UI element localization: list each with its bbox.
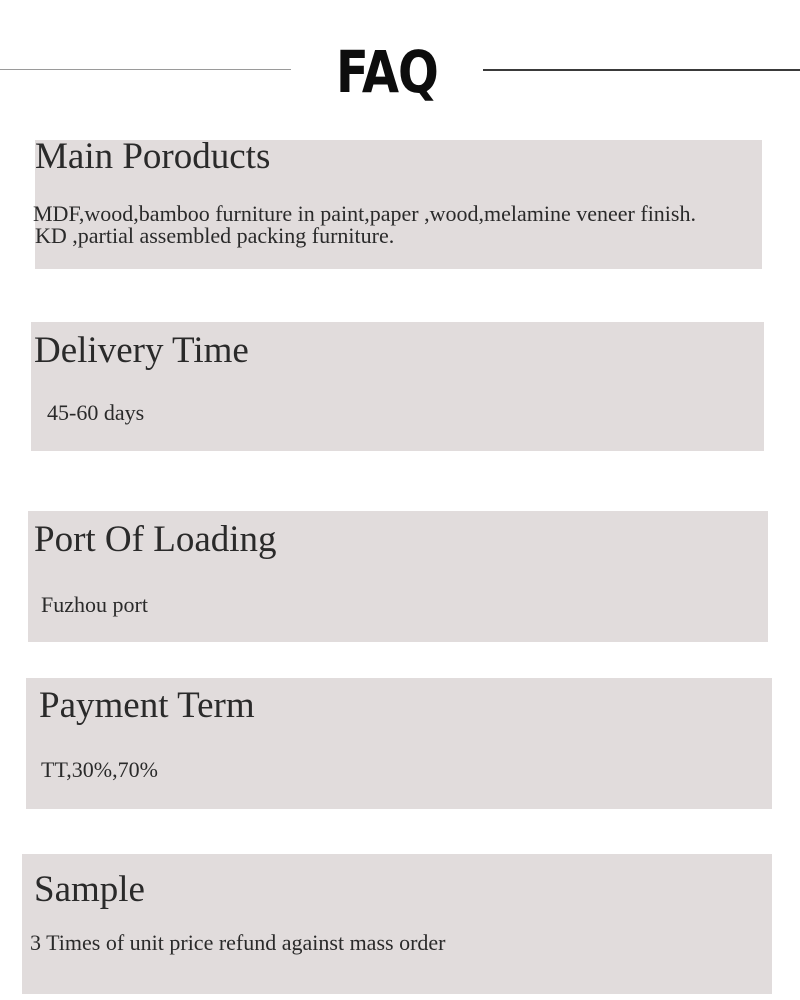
faq-header	[0, 0, 800, 120]
header-divider-right	[483, 69, 800, 71]
faq-card-sample	[22, 854, 772, 994]
faq-card-port-of-loading	[28, 511, 768, 642]
faq-card-line: 45-60 days	[47, 400, 145, 425]
page-title: FAQ	[336, 38, 438, 106]
faq-card-line: Fuzhou port	[41, 592, 148, 617]
faq-card-line: KD ,partial assembled packing furniture.	[35, 223, 395, 248]
faq-card-line: TT,30%,70%	[41, 757, 158, 782]
faq-card-heading: Main Poroducts	[35, 136, 271, 177]
faq-card-main-products	[33, 136, 762, 269]
faq-card-line: MDF,wood,bamboo furniture in paint,paper ,wood,melamine veneer finish.	[33, 201, 696, 226]
faq-card-delivery-time	[31, 322, 764, 451]
faq-card-heading: Sample	[34, 869, 145, 910]
faq-card-payment-term	[26, 678, 772, 809]
header-divider-left	[0, 69, 291, 70]
faq-card-heading: Delivery Time	[34, 330, 249, 371]
faq-card-heading: Port Of Loading	[34, 519, 277, 560]
faq-card-heading: Payment Term	[39, 685, 255, 726]
faq-card-line: 3 Times of unit price refund against mass order	[30, 930, 446, 955]
